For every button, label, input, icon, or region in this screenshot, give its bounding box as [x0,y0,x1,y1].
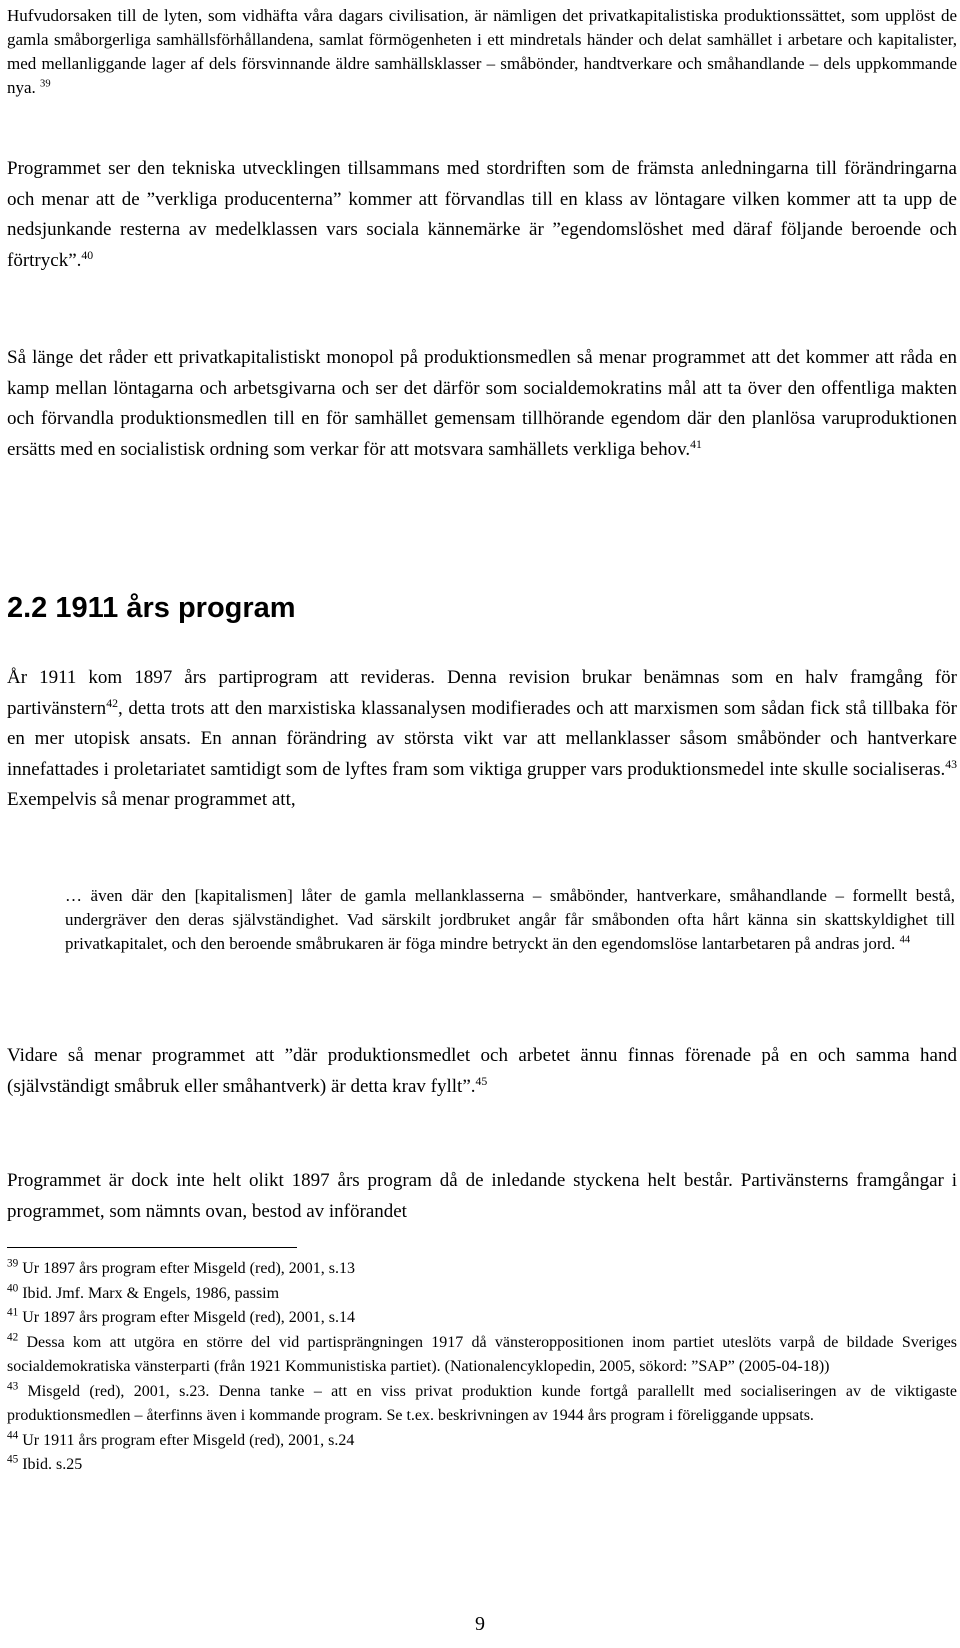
block-quote-1897: Hufvudorsaken till de lyten, som vidhäfta våra dagars civilisation, är nämligen det privatkapitalistiska produktionssättet, som upplöst de gamla småborgerliga samhällsförhållandena, samlat förmögenheten i ett mindretals händer och delat samhället i arbetare och kapitalister, med mellanliggande lager af dels försvinnande äldre samhällsklasser – småbönder, handtverkare och småhandlande – dels uppkommande nya. $^{39}$ [7,6,957,97]
footnotes-list [7,1257,957,1478]
footnote-44: $^{44}$ Ur 1911 års program efter Misgeld (red), 2001, s.24 [7,1428,355,1449]
paragraph-production-means: Vidare så menar programmet att ”där produktionsmedlet och arbetet ännu finnas förenade på en och samma hand (självständigt småbruk eller småhantverk) är detta krav fyllt”.$^{45}$ [7,1045,957,1097]
footnote-separator [7,1247,297,1248]
footnote-ref-43[interactable]: 43 [945,757,957,771]
footnote-ref-45[interactable]: 45 [475,1074,488,1088]
footnote-45: $^{45}$ Ibid. s.25 [7,1453,83,1473]
footnote-40: $^{40}$ Ibid. Jmf. Marx & Engels, 1986, passim [7,1281,280,1302]
footnote-43: $^{43}$ Misgeld (red), 2001, s.23. Denna tanke – att en viss privat produktion kunde fortgå parallellt med socialiseringen av de viktigaste produktionsmedlen – återfinns även i kommande program. Se t.ex. beskrivningen av 1944 års program i föreliggande uppsats. [7,1379,958,1424]
page-number: 9 [475,1613,485,1635]
footnote-ref-39[interactable]: 39 [40,78,51,90]
block-quote-1911: … även där den [kapitalismen] låter de gamla mellanklasserna – småbönder, hantverkare, småhandlande – formellt bestå, undergräver den deras självständighet. Vad särskilt jordbruket angår får småbonden ofta hårt känna sin skattskyldighet till privatkapitalet, och den beroende småbrukaren är föga mindre betryckt än den egendomslöse lantarbetaren på andras jord. $^{44}$ [65,886,955,953]
footnote-42: $^{42}$ Dessa kom att utgöra en större del vid partisprängningen 1917 då vänsteroppositionen inom partiet uteslöts varpå de bildade Sveriges socialdemokratiska vänsterparti (från 1921 Kommunistiska partiet). (Nationalencyklopedin, 2005, sökord: ”SAP” (2005-04-18)) [7,1330,958,1375]
paragraph-technology: Programmet ser den tekniska utvecklingen tillsammans med stordriften som de främsta anledningarna till förändringarna och menar att de ”verkliga producenterna” kommer att förvandlas till en klass av löntagare vilken kommer att ta upp de nedsjunkande resterna av medelklassen vars sociala kännemärke är ”egendomslöshet med däraf följande beroende och förtryck”.$^{40}$ [7,158,957,271]
footnote-39: $^{39}$ Ur 1897 års program efter Misgeld (red), 2001, s.13 [7,1257,355,1277]
footnote-ref-44[interactable]: 44 [899,934,911,946]
footnote-ref-41[interactable]: 41 [690,437,702,451]
footnote-ref-42[interactable]: 42 [106,696,118,710]
footnote-41: $^{41}$ Ur 1897 års program efter Misgeld (red), 2001, s.14 [7,1306,355,1326]
paragraph-1911-revision: År 1911 kom 1897 års partiprogram att revideras. Denna revision brukar benämnas som en halv framgång för partivänstern$^{42}$, detta trots att den marxistiska klassanalysen modifierades och att marxismen som sådan fick stå tillbaka för en mer utopisk ansats. En annan förändring av största vikt var att mellanklasser såsom småbönder och hantverkare innefattades i proletariatet samtidigt som de lyftes fram som viktiga grupper vars produktionsmedel inte skulle socialiseras.$^{43}$ Exempelvis så menar programmet att, [7,667,957,810]
paragraph-monopoly: Så länge det råder ett privatkapitalistiskt monopol på produktionsmedlen så menar programmet att det kommer att råda en kamp mellan löntagarna och arbetsgivarna och ser det därför som socialdemokratins mål att ta över den offentliga makten och förvandla produktionsmedlen till en för samhället gemensam tillhörande egendom där den planlösa varuproduktionen ersätts med en socialistisk ordning som verkar för att motsvara samhällets verkliga behov.$^{41}$ [7,347,957,460]
footnote-ref-40[interactable]: 40 [81,248,94,262]
section-heading: 2.2 1911 års program [7,592,296,624]
paragraph-program-comparison: Programmet är dock inte helt olikt 1897 års program då de inledande styckena helt består. Partivänsterns framgångar i programmet, som nämnts ovan, bestod av införandet [7,1170,957,1222]
